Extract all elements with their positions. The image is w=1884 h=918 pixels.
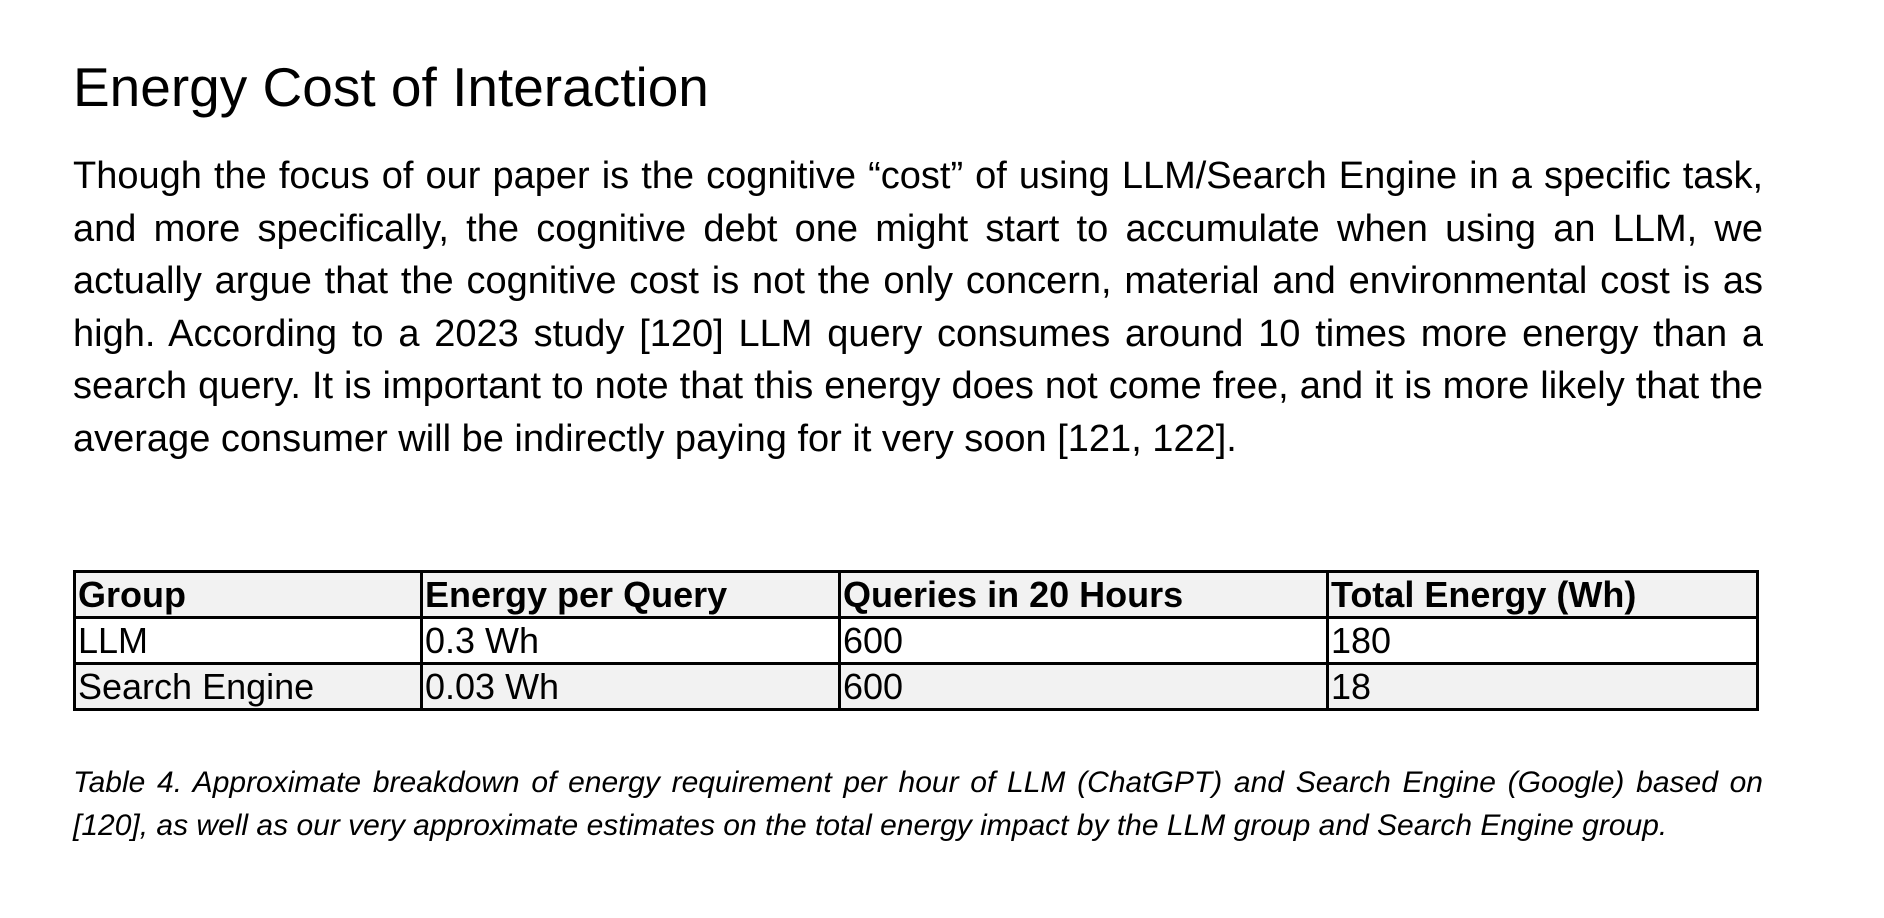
body-paragraph: Though the focus of our paper is the cognitive “cost” of using LLM/Search Engine in a specific task, and more specifically, the cognitive debt one might start to accumulate when using an LLM, we actually argue that the cognitive cost is not the only concern, material and environmental cost is as high. According to a 2023 study [120] LLM query consumes around 10 times more energy than a search query. It is important to note that this energy does not come free, and it is more likely that the average consumer will be indirectly paying for it very soon [121, 122]. — [73, 155, 1763, 460]
cell-energy-per-query: 0.03 Wh — [422, 664, 840, 710]
cell-group: LLM — [75, 618, 422, 664]
cell-total-energy: 180 — [1328, 618, 1758, 664]
energy-table — [73, 570, 1759, 711]
cell-energy-per-query: 0.3 Wh — [422, 618, 840, 664]
table-caption: Table 4. Approximate breakdown of energy requirement per hour of LLM (ChatGPT) and Search Engine (Google) based on [120], as well as our very approximate estimates on the total energy impact by the LLM group and Search Engine group. — [73, 766, 1763, 842]
table-header-row — [75, 572, 1758, 618]
table-row — [75, 664, 1758, 710]
header-queries-in-20-hours: Queries in 20 Hours — [840, 572, 1328, 618]
table-row — [75, 618, 1758, 664]
cell-queries: 600 — [840, 618, 1328, 664]
section-title: Energy Cost of Interaction — [73, 56, 709, 118]
cell-group: Search Engine — [75, 664, 422, 710]
header-group: Group — [75, 572, 422, 618]
header-total-energy: Total Energy (Wh) — [1328, 572, 1758, 618]
header-energy-per-query: Energy per Query — [422, 572, 840, 618]
cell-total-energy: 18 — [1328, 664, 1758, 710]
cell-queries: 600 — [840, 664, 1328, 710]
